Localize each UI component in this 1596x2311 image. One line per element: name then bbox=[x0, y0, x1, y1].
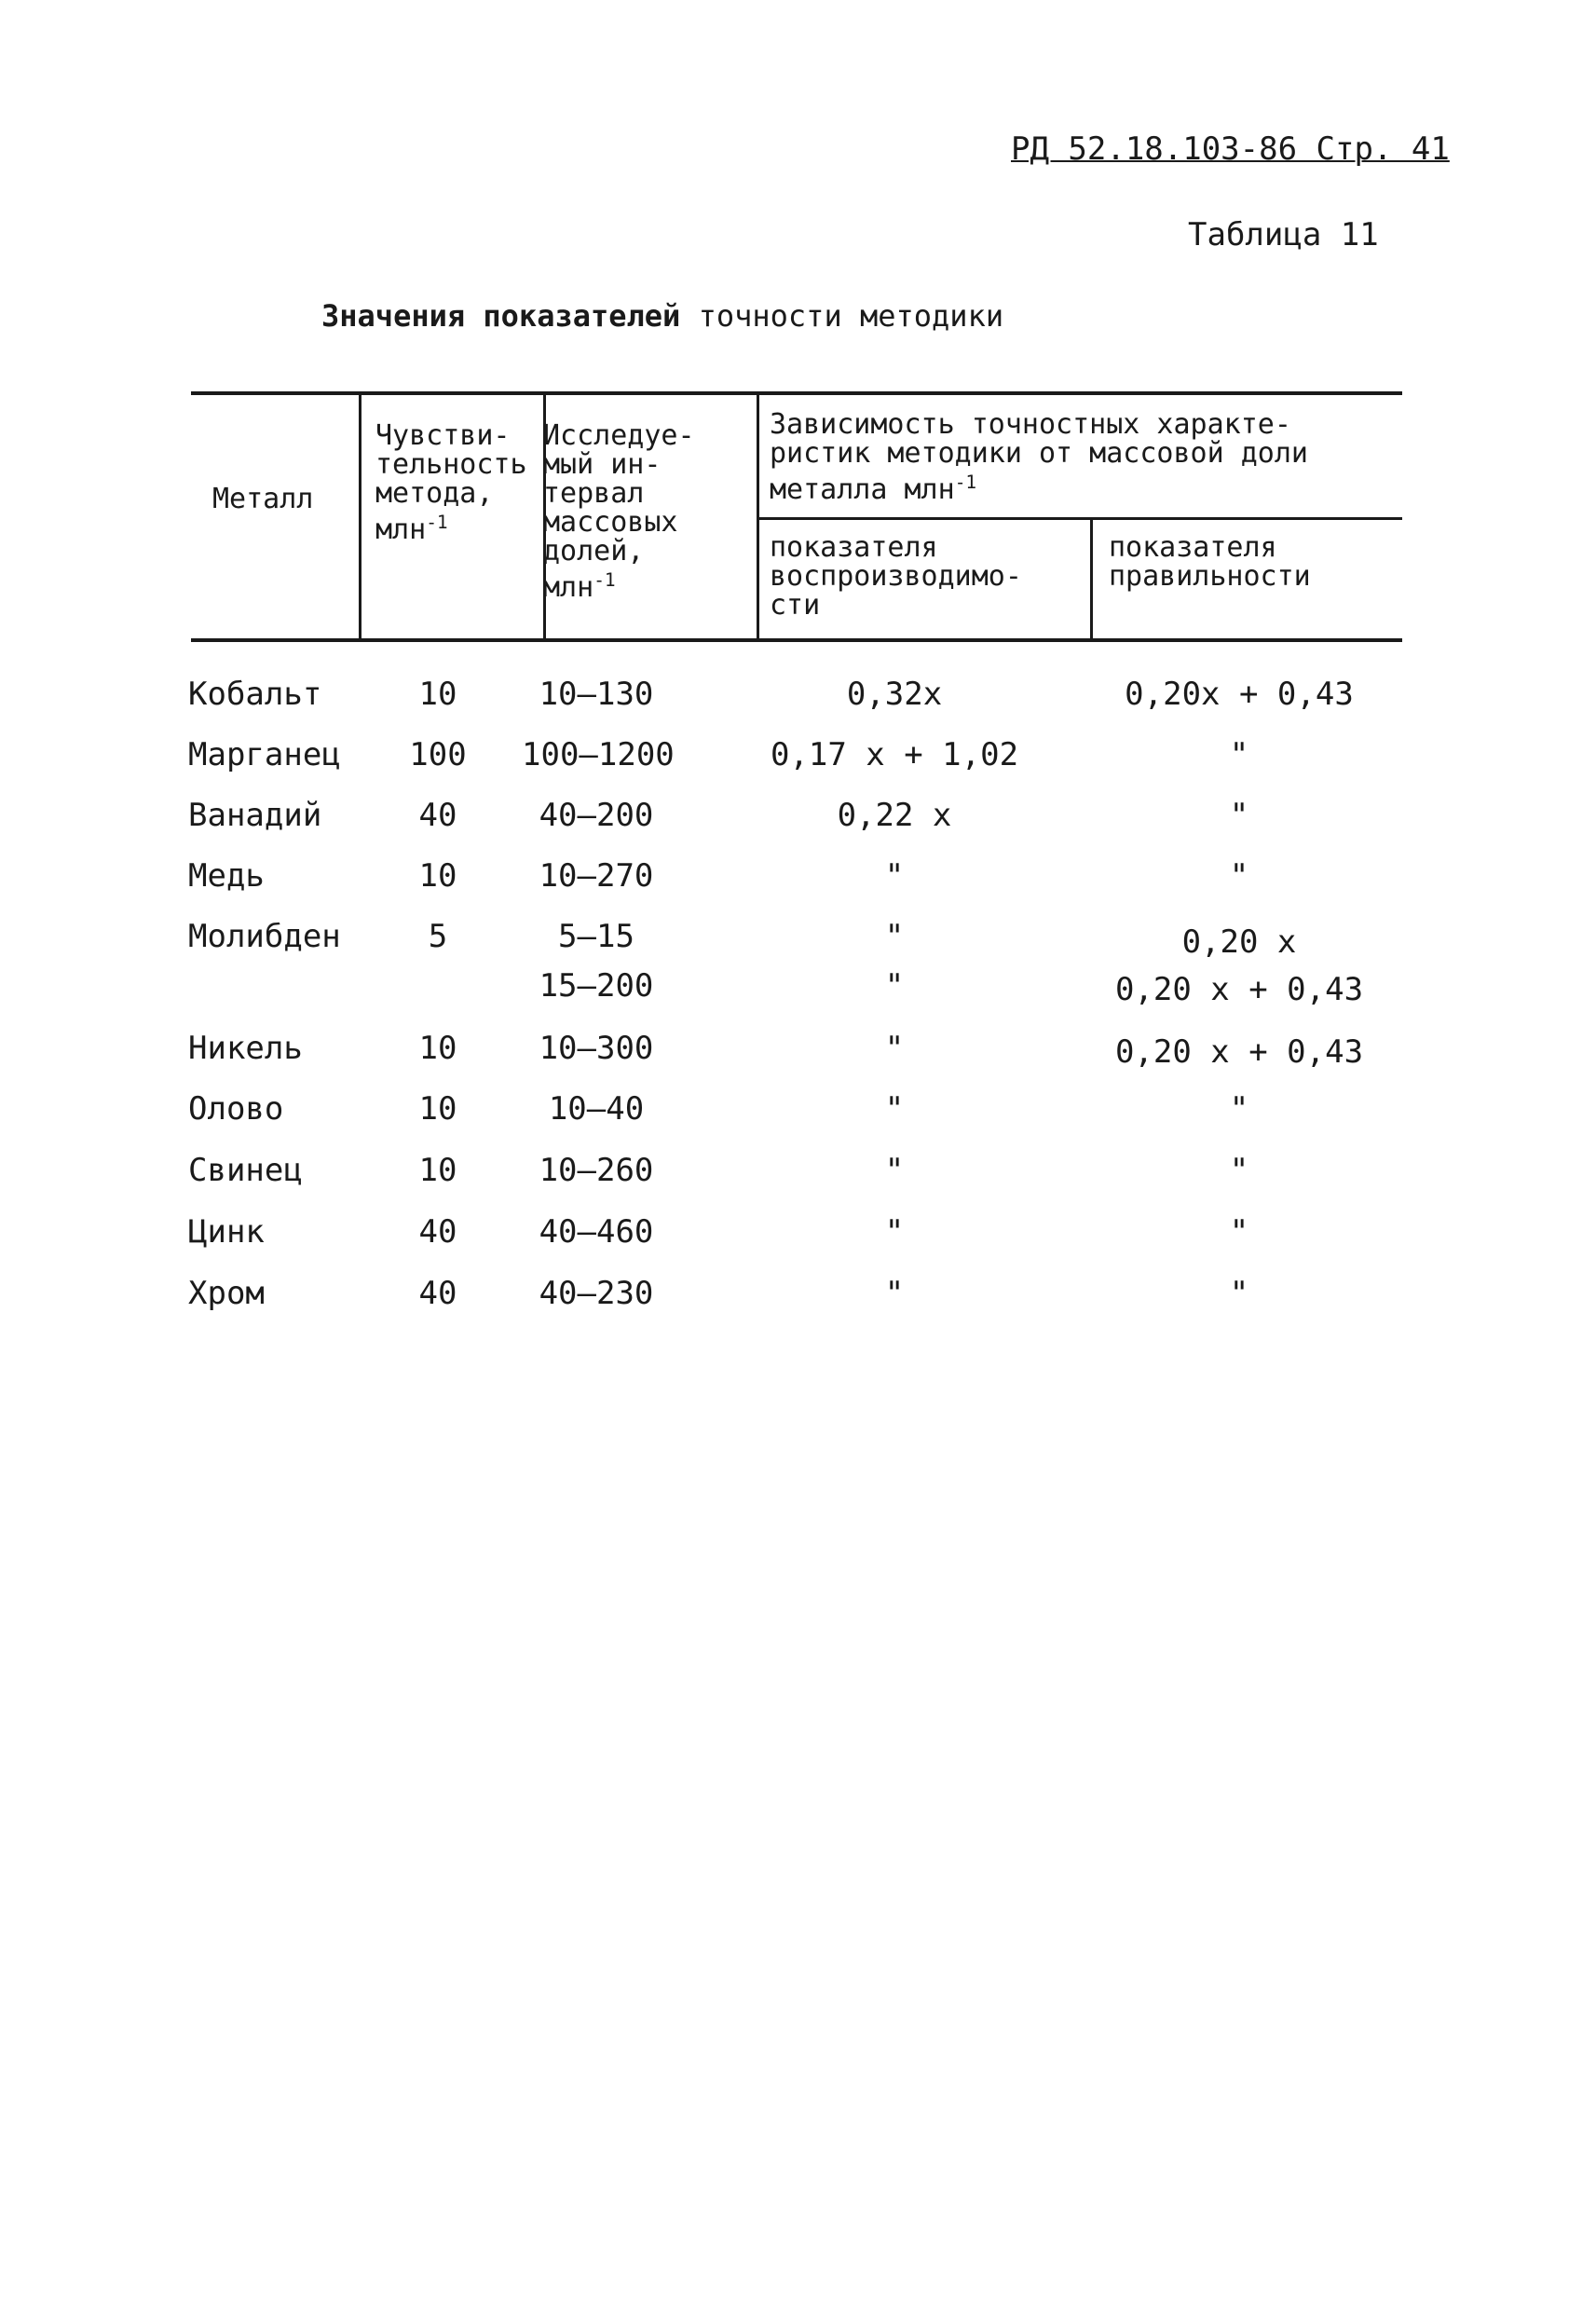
cell-reproducibility: " bbox=[884, 1275, 905, 1312]
cell-interval: 40–200 bbox=[539, 797, 654, 834]
cell-reproducibility: " bbox=[884, 1090, 905, 1128]
table-row bbox=[0, 736, 1596, 783]
cell-metal: Олово bbox=[188, 1090, 284, 1128]
cell-reproducibility: " bbox=[884, 857, 905, 895]
cell-correctness: " bbox=[1229, 1275, 1249, 1312]
cell-sensitivity: 40 bbox=[418, 1275, 457, 1312]
cell-metal: Марганец bbox=[188, 736, 341, 773]
cell-reproducibility: " bbox=[884, 1213, 905, 1251]
header-metal: Металл bbox=[212, 483, 314, 515]
cell-interval: 10–130 bbox=[539, 676, 654, 713]
header-interval-text: Исследуе- мый ин- тервал массовых долей, млн bbox=[543, 419, 695, 604]
table-row bbox=[0, 797, 1596, 843]
cell-metal: Ванадий bbox=[188, 797, 322, 834]
header-dependence bbox=[770, 410, 1308, 504]
table-title-rest: точности методики bbox=[680, 298, 1004, 334]
cell-interval: 40–460 bbox=[539, 1213, 654, 1251]
cell-metal: Молибден bbox=[188, 918, 341, 955]
table-row bbox=[0, 1090, 1596, 1137]
header-sensitivity bbox=[375, 421, 527, 544]
table-row bbox=[0, 918, 1596, 964]
cell-reproducibility: 0,32x bbox=[846, 676, 943, 713]
cell-interval: 10–300 bbox=[539, 1030, 654, 1067]
cell-metal: Свинец bbox=[188, 1152, 303, 1189]
table-title bbox=[321, 298, 1003, 334]
column-divider-1 bbox=[359, 395, 361, 640]
cell-reproducibility: " bbox=[884, 1152, 905, 1189]
header-bottom-rule bbox=[191, 638, 1402, 642]
header-dependence-sup: -1 bbox=[954, 472, 977, 493]
cell-correctness: " bbox=[1229, 797, 1249, 834]
cell-sensitivity: 100 bbox=[409, 736, 467, 773]
header-interval bbox=[543, 421, 695, 602]
cell-correctness: 0,20 x bbox=[1181, 923, 1297, 961]
cell-sensitivity: 10 bbox=[418, 1090, 457, 1128]
header-interval-sup: -1 bbox=[593, 569, 616, 591]
table-row bbox=[0, 676, 1596, 722]
cell-metal: Цинк bbox=[188, 1213, 265, 1251]
cell-interval: 100–1200 bbox=[522, 736, 675, 773]
header-correctness: показателя правильности bbox=[1109, 531, 1311, 593]
document-code: РД 52.18.103-86 Стр. 41 bbox=[1011, 130, 1450, 168]
column-divider-4 bbox=[1090, 520, 1093, 640]
cell-correctness: " bbox=[1229, 857, 1249, 895]
cell-reproducibility: " bbox=[884, 1030, 905, 1067]
table-row bbox=[0, 1030, 1596, 1076]
cell-correctness: " bbox=[1229, 736, 1249, 773]
cell-sensitivity: 40 bbox=[418, 797, 457, 834]
cell-interval: 40–230 bbox=[539, 1275, 654, 1312]
header-sensitivity-text: Чувстви- тельность метода, млн bbox=[375, 419, 527, 546]
cell-correctness: 0,20x + 0,43 bbox=[1125, 676, 1354, 713]
table-top-rule bbox=[191, 391, 1402, 395]
cell-interval: 15–200 bbox=[539, 967, 654, 1005]
table-row bbox=[0, 1213, 1596, 1260]
cell-sensitivity: 10 bbox=[418, 857, 457, 895]
table-row bbox=[0, 967, 1596, 1014]
cell-reproducibility: " bbox=[884, 918, 905, 955]
table-row bbox=[0, 1152, 1596, 1198]
cell-metal: Медь bbox=[188, 857, 265, 895]
cell-sensitivity: 10 bbox=[418, 1152, 457, 1189]
header-reproducibility: показателя воспроизводимо- сти bbox=[770, 531, 1022, 622]
cell-metal: Никель bbox=[188, 1030, 303, 1067]
header-dependence-text: Зависимость точностных характе- ристик методики от массовой доли металла млн bbox=[770, 408, 1308, 506]
header-sensitivity-sup: -1 bbox=[426, 512, 448, 533]
cell-sensitivity: 10 bbox=[418, 676, 457, 713]
cell-interval: 5–15 bbox=[558, 918, 634, 955]
cell-interval: 10–270 bbox=[539, 857, 654, 895]
cell-correctness: " bbox=[1229, 1213, 1249, 1251]
cell-reproducibility: " bbox=[884, 967, 905, 1005]
cell-correctness: 0,20 x + 0,43 bbox=[1114, 971, 1364, 1008]
cell-metal: Хром bbox=[188, 1275, 265, 1312]
header-subdivider-rule bbox=[757, 517, 1402, 520]
cell-reproducibility: 0,17 x + 1,02 bbox=[770, 736, 1019, 773]
cell-sensitivity: 10 bbox=[418, 1030, 457, 1067]
cell-metal: Кобальт bbox=[188, 676, 322, 713]
cell-correctness: " bbox=[1229, 1152, 1249, 1189]
cell-reproducibility: 0,22 x bbox=[837, 797, 952, 834]
table-row bbox=[0, 857, 1596, 904]
column-divider-3 bbox=[757, 395, 759, 640]
cell-interval: 10–40 bbox=[548, 1090, 645, 1128]
table-title-bold: Значения показателей bbox=[321, 298, 681, 334]
cell-sensitivity: 5 bbox=[428, 918, 448, 955]
cell-interval: 10–260 bbox=[539, 1152, 654, 1189]
cell-correctness: " bbox=[1229, 1090, 1249, 1128]
cell-correctness: 0,20 x + 0,43 bbox=[1114, 1033, 1364, 1071]
table-row bbox=[0, 1275, 1596, 1321]
cell-sensitivity: 40 bbox=[418, 1213, 457, 1251]
table-label: Таблица 11 bbox=[1188, 216, 1379, 253]
